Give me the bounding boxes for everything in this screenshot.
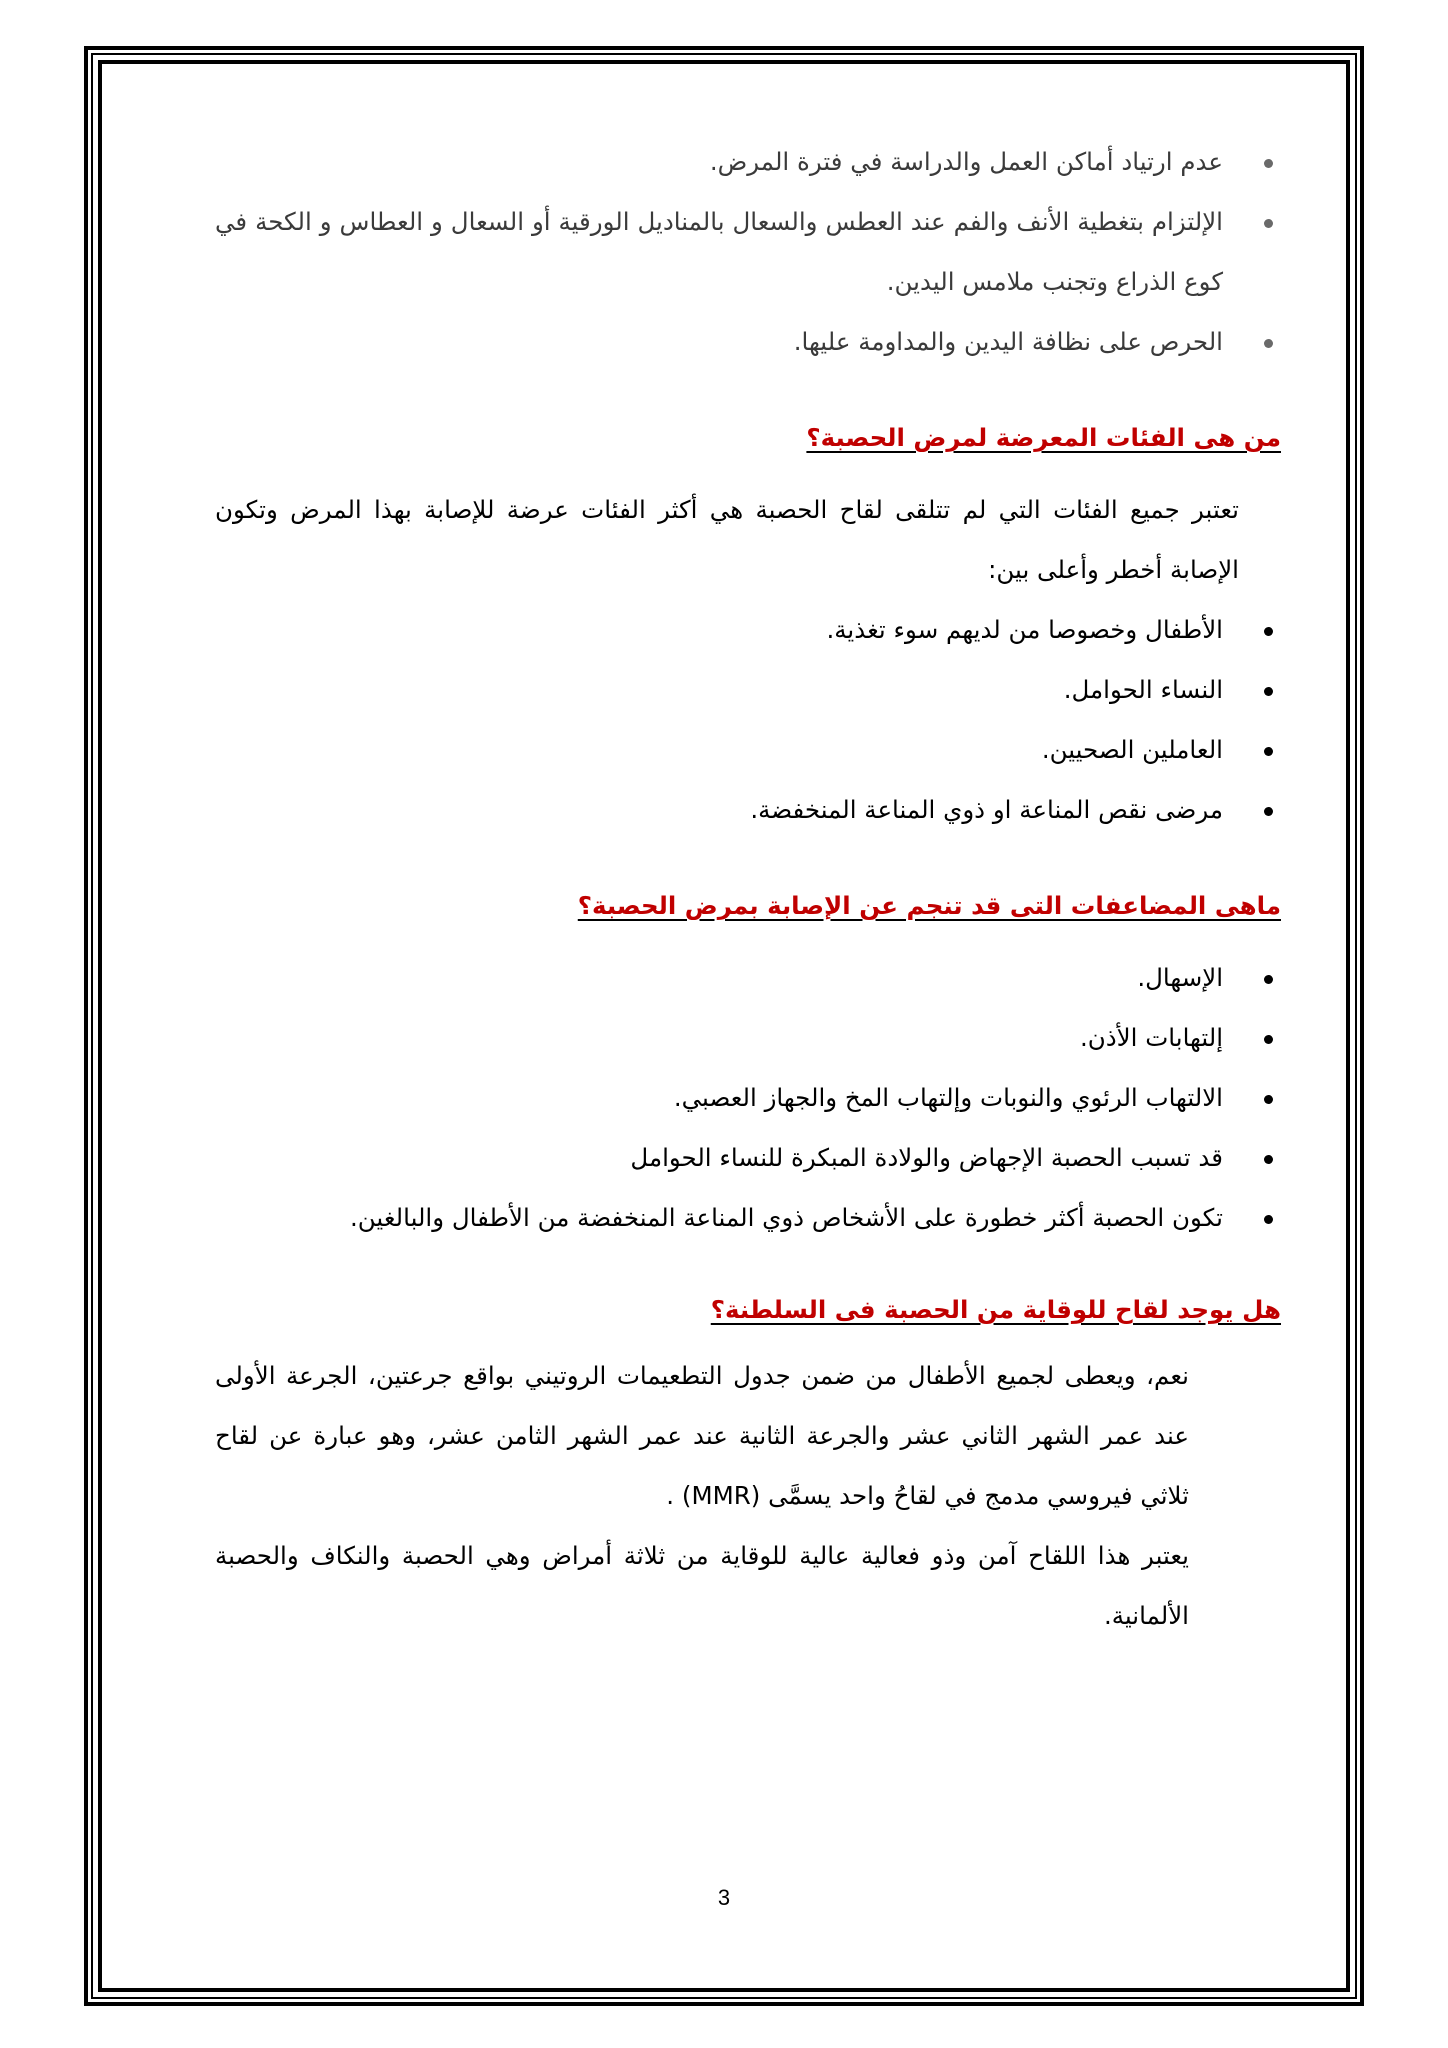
- list-item: النساء الحوامل.: [215, 660, 1281, 720]
- list-item: قد تسبب الحصبة الإجهاض والولادة المبكرة للنساء الحوامل: [215, 1128, 1281, 1188]
- risk-groups-intro: تعتبر جميع الفئات التي لم تتلقى لقاح الحصبة هي أكثر الفئات عرضة للإصابة بهذا المرض وتكون الإصابة أخطر وأعلى بين:: [215, 495, 1239, 584]
- vaccine-paragraph-1: نعم، ويعطى لجميع الأطفال من ضمن جدول التطعيمات الروتيني بواقع جرعتين، الجرعة الأولى عند عمر الشهر الثاني عشر والجرعة الثانية عند عمر الشهر الثامن عشر، وهو عبارة عن لقاح ثلاثي فيروسي مدمج في لقاحُ واحد يسمَّى (MMR) .: [215, 1361, 1189, 1510]
- list-item: عدم ارتياد أماكن العمل والدراسة في فترة المرض.: [215, 132, 1281, 192]
- list-item: تكون الحصبة أكثر خطورة على الأشخاص ذوي المناعة المنخفضة من الأطفال والبالغين.: [215, 1188, 1281, 1248]
- list-item: الإلتزام بتغطية الأنف والفم عند العطس والسعال بالمناديل الورقية أو السعال و العطاس و الكحة في كوع الذراع وتجنب ملامس اليدين.: [215, 192, 1281, 312]
- bullet-icon: [1264, 627, 1273, 636]
- bullet-icon: [1264, 159, 1273, 168]
- bullet-icon: [1264, 975, 1273, 984]
- bullet-icon: [1264, 1035, 1273, 1044]
- heading-vaccine: هل يوجد لقاح للوقاية من الحصبة فى السلطنة؟: [710, 1295, 1281, 1324]
- bullet-icon: [1264, 1095, 1273, 1104]
- heading-risk-groups: من هى الفئات المعرضة لمرض الحصبة؟: [806, 423, 1281, 452]
- list-item: الحرص على نظافة اليدين والمداومة عليها.: [215, 312, 1281, 372]
- bullet-icon: [1264, 1215, 1273, 1224]
- bullet-icon: [1264, 1155, 1273, 1164]
- heading-complications: ماهى المضاعفات التى قد تنجم عن الإصابة بمرض الحصبة؟: [577, 891, 1281, 920]
- list-item: مرضى نقص المناعة او ذوي المناعة المنخفضة.: [215, 780, 1281, 840]
- complications-list: [215, 948, 1281, 1248]
- page-number: 3: [717, 1885, 731, 1910]
- prevention-list: [215, 132, 1281, 372]
- risk-groups-list: [215, 600, 1281, 840]
- bullet-icon: [1264, 339, 1273, 348]
- bullet-icon: [1264, 807, 1273, 816]
- vaccine-paragraph-2: يعتبر هذا اللقاح آمن وذو فعالية عالية للوقاية من ثلاثة أمراض وهي الحصبة والنكاف والحصبة الألمانية.: [215, 1541, 1189, 1630]
- list-item: الإسهال.: [215, 948, 1281, 1008]
- list-item: العاملين الصحيين.: [215, 720, 1281, 780]
- bullet-icon: [1264, 219, 1273, 228]
- list-item: إلتهابات الأذن.: [215, 1008, 1281, 1068]
- bullet-icon: [1264, 747, 1273, 756]
- bullet-icon: [1264, 687, 1273, 696]
- list-item: الأطفال وخصوصا من لديهم سوء تغذية.: [215, 600, 1281, 660]
- page-content: [215, 132, 1281, 1646]
- list-item: الالتهاب الرئوي والنوبات وإلتهاب المخ والجهاز العصبي.: [215, 1068, 1281, 1128]
